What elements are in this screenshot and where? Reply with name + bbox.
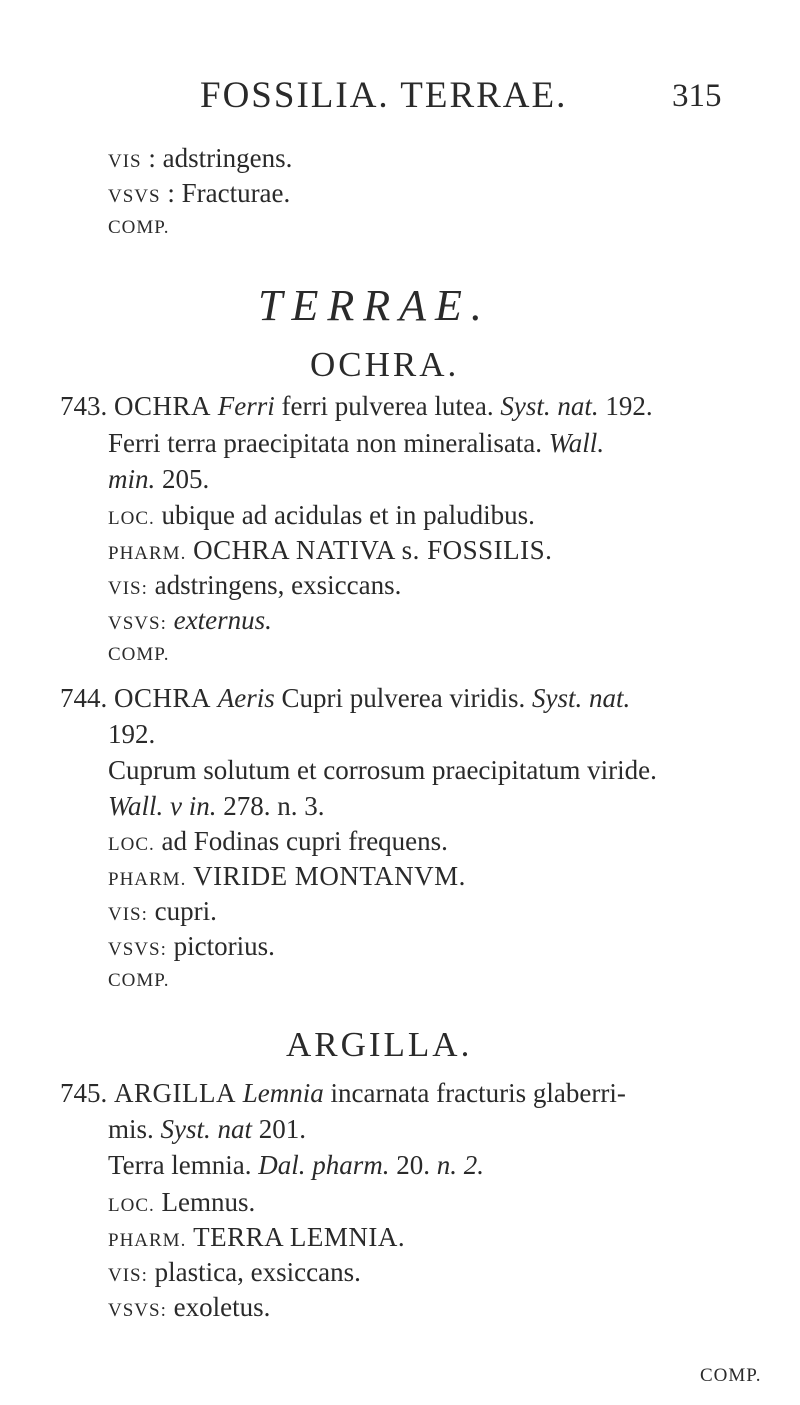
- section-title: TERRAE.: [258, 281, 491, 330]
- intro-comp-line: COMP.: [108, 217, 170, 238]
- running-head: FOSSILIA. TERRAE.: [200, 75, 568, 116]
- entry-745-vsvs: VSVS: exoletus.: [108, 1292, 271, 1322]
- entry-745-loc: LOC. Lemnus.: [108, 1187, 256, 1217]
- entry-745-title: 745. ARGILLA Lemnia incarnata fracturis glaberri-: [60, 1078, 626, 1108]
- entry-743-loc: LOC. ubique ad acidulas et in paludibus.: [108, 500, 535, 530]
- page-number: 315: [672, 78, 722, 114]
- entry-743-vsvs: VSVS: externus.: [108, 605, 272, 635]
- entry-743-pharm: PHARM. OCHRA NATIVA s. FOSSILIS.: [108, 535, 553, 565]
- entry-743-synonym: Ferri terra praecipitata non mineralisata. Wall.: [108, 428, 605, 458]
- entry-744-pharm: PHARM. VIRIDE MONTANVM.: [108, 861, 466, 891]
- entry-744-vis: VIS: cupri.: [108, 896, 217, 926]
- entry-743-comp: COMP.: [108, 644, 170, 665]
- entry-744-comp: COMP.: [108, 970, 170, 991]
- entry-745-ref: mis. Syst. nat 201.: [108, 1114, 307, 1144]
- entry-744-vsvs: VSVS: pictorius.: [108, 931, 275, 961]
- argilla-heading: ARGILLA.: [286, 1025, 473, 1064]
- entry-745-vis: VIS: plastica, exsiccans.: [108, 1257, 361, 1287]
- entry-743-vis: VIS: adstringens, exsiccans.: [108, 570, 402, 600]
- intro-vis-line: VIS : adstringens.: [108, 143, 293, 173]
- entry-743-title: 743. OCHRA Ferri ferri pulverea lutea. Syst. nat. 192.: [60, 391, 653, 421]
- intro-vsvs-line: VSVS : Fracturae.: [108, 178, 291, 208]
- catchword: COMP.: [700, 1365, 762, 1386]
- entry-745-pharm: PHARM. TERRA LEMNIA.: [108, 1222, 406, 1252]
- entry-744-ref-num: 192.: [108, 719, 156, 749]
- entry-745-synonym: Terra lemnia. Dal. pharm. 20. n. 2.: [108, 1150, 485, 1180]
- entry-744-title: 744. OCHRA Aeris Cupri pulverea viridis. Syst. nat.: [60, 683, 631, 713]
- entry-744-synonym: Cuprum solutum et corrosum praecipitatum viride.: [108, 755, 657, 785]
- entry-744-synonym-ref: Wall. v in. 278. n. 3.: [108, 791, 325, 821]
- entry-743-synonym-ref: min. 205.: [108, 464, 210, 494]
- entry-744-loc: LOC. ad Fodinas cupri frequens.: [108, 826, 448, 856]
- ochra-heading: OCHRA.: [310, 345, 460, 384]
